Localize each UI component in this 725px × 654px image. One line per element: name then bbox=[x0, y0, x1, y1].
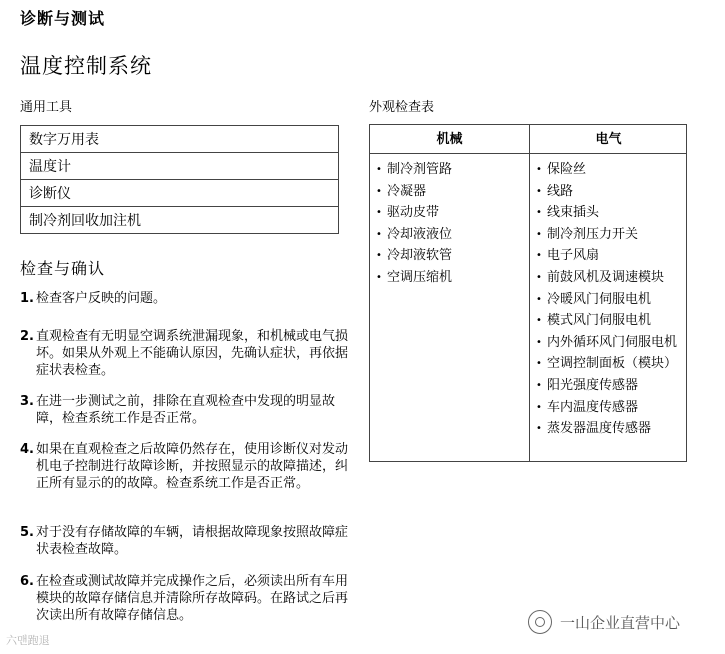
step-number: 5. bbox=[20, 525, 34, 540]
list-item-text: 空调控制面板（模块） bbox=[547, 356, 678, 372]
bullet-icon: • bbox=[536, 185, 542, 197]
list-item bbox=[536, 353, 686, 375]
list-item-text: 线束插头 bbox=[547, 205, 600, 221]
list-item bbox=[536, 267, 686, 289]
bullet-icon: • bbox=[376, 250, 382, 262]
list-item bbox=[376, 267, 526, 289]
list-item bbox=[536, 375, 686, 397]
bullet-icon: • bbox=[536, 293, 542, 305]
inspection-heading: 检查与确认 bbox=[20, 259, 106, 278]
watermark-right bbox=[528, 610, 680, 634]
list-item-text: 车内温度传感器 bbox=[547, 399, 639, 415]
bullet-icon: • bbox=[536, 358, 542, 370]
electrical-column-header: 电气 bbox=[530, 125, 687, 154]
list-item bbox=[536, 397, 686, 419]
step-number: 2. bbox=[20, 329, 34, 344]
list-item-text: 驱动皮带 bbox=[387, 205, 440, 221]
list-item-text: 模式风门伺服电机 bbox=[547, 313, 652, 329]
tools-heading: 通用工具 bbox=[20, 100, 73, 115]
bullet-icon: • bbox=[536, 336, 542, 348]
bullet-icon: • bbox=[536, 401, 542, 413]
list-item bbox=[376, 159, 526, 181]
list-item-text: 制冷剂压力开关 bbox=[547, 226, 639, 242]
list-item-text: 前鼓风机及调速模块 bbox=[547, 269, 665, 285]
bullet-icon: • bbox=[536, 315, 542, 327]
step-item bbox=[20, 290, 360, 307]
list-item-text: 蒸发器温度传感器 bbox=[547, 421, 652, 437]
mechanical-list bbox=[376, 159, 526, 289]
step-text: 检查客户反映的问题。 bbox=[36, 291, 167, 306]
step-number: 3. bbox=[20, 394, 34, 409]
bullet-icon: • bbox=[536, 379, 542, 391]
step-item bbox=[20, 393, 360, 427]
mechanical-column-header: 机械 bbox=[370, 125, 530, 154]
section-label: 诊断与测试 bbox=[20, 9, 106, 28]
step-text: 如果在直观检查之后故障仍然存在，使用诊断仪对发动机电子控制进行故障诊断，并按照显示的故障描述，纠正所有显示的的故障。检查系统工作是否正常。 bbox=[36, 442, 349, 491]
table-row bbox=[21, 207, 339, 234]
tool-item: 数字万用表 bbox=[21, 126, 339, 153]
list-item bbox=[536, 418, 686, 440]
wechat-icon bbox=[528, 610, 552, 634]
watermark-right-text: 一山企业直营中心 bbox=[560, 613, 681, 632]
bullet-icon: • bbox=[536, 271, 542, 283]
list-item-text: 制冷剂管路 bbox=[387, 162, 453, 177]
step-text: 直观检查有无明显空调系统泄漏现象，和机械或电气损坏。如果从外观上不能确认原因，先确认症状，再依据症状表检查。 bbox=[36, 329, 349, 378]
tool-item: 制冷剂回收加注机 bbox=[21, 207, 339, 234]
step-number: 4. bbox=[20, 442, 34, 457]
watermark-left: 六맨跑退 bbox=[6, 634, 50, 647]
list-item bbox=[376, 181, 526, 203]
list-item-text: 空调压缩机 bbox=[387, 269, 453, 285]
list-item bbox=[536, 245, 686, 267]
tools-table bbox=[20, 125, 339, 234]
column-divider bbox=[529, 154, 530, 462]
exterior-check-heading: 外观检查表 bbox=[369, 100, 435, 115]
step-item bbox=[20, 573, 360, 624]
list-item bbox=[376, 202, 526, 224]
bullet-icon: • bbox=[536, 423, 542, 435]
list-item bbox=[536, 310, 686, 332]
page-title: 温度控制系统 bbox=[20, 54, 152, 78]
table-row bbox=[21, 153, 339, 180]
table-row bbox=[21, 126, 339, 153]
step-text: 对于没有存储故障的车辆，请根据故障现象按照故障症状表检查故障。 bbox=[36, 525, 349, 557]
bullet-icon: • bbox=[376, 207, 382, 219]
step-item bbox=[20, 524, 360, 558]
list-item-text: 冷却液液位 bbox=[387, 226, 453, 242]
bullet-icon: • bbox=[376, 164, 382, 175]
table-row bbox=[21, 180, 339, 207]
list-item-text: 阳光强度传感器 bbox=[547, 377, 639, 393]
list-item-text: 线路 bbox=[547, 183, 574, 199]
bullet-icon: • bbox=[376, 228, 382, 240]
bullet-icon: • bbox=[536, 228, 542, 240]
tool-item: 温度计 bbox=[21, 153, 339, 180]
list-item bbox=[536, 181, 686, 203]
list-item-text: 冷凝器 bbox=[387, 183, 427, 199]
list-item bbox=[536, 332, 686, 354]
bullet-icon: • bbox=[536, 250, 542, 262]
list-item bbox=[536, 159, 686, 181]
step-text: 在检查或测试故障并完成操作之后，必须读出所有车用模块的故障存储信息并清除所存故障码。在路试之后再次读出所有故障存储信息。 bbox=[36, 574, 349, 623]
list-item bbox=[536, 224, 686, 246]
tool-item: 诊断仪 bbox=[21, 180, 339, 207]
step-item bbox=[20, 441, 360, 492]
bullet-icon: • bbox=[376, 185, 382, 197]
list-item bbox=[536, 289, 686, 311]
list-item bbox=[536, 202, 686, 224]
list-item-text: 内外循环风门伺服电机 bbox=[547, 334, 678, 350]
bullet-icon: • bbox=[376, 271, 382, 283]
step-item bbox=[20, 328, 360, 379]
list-item-text: 冷暖风门伺服电机 bbox=[547, 291, 652, 307]
step-text: 在进一步测试之前，排除在直观检查中发现的明显故障，检查系统工作是否正常。 bbox=[36, 394, 336, 426]
list-item-text: 冷却液软管 bbox=[387, 248, 453, 264]
electrical-list bbox=[536, 159, 686, 440]
exterior-check-table bbox=[369, 124, 687, 462]
list-item bbox=[376, 245, 526, 267]
step-number: 1. bbox=[20, 291, 34, 306]
bullet-icon: • bbox=[536, 164, 542, 175]
list-item-text: 电子风扇 bbox=[547, 248, 600, 264]
step-number: 6. bbox=[20, 574, 34, 589]
bullet-icon: • bbox=[536, 207, 542, 219]
list-item-text: 保险丝 bbox=[547, 162, 587, 177]
list-item bbox=[376, 224, 526, 246]
